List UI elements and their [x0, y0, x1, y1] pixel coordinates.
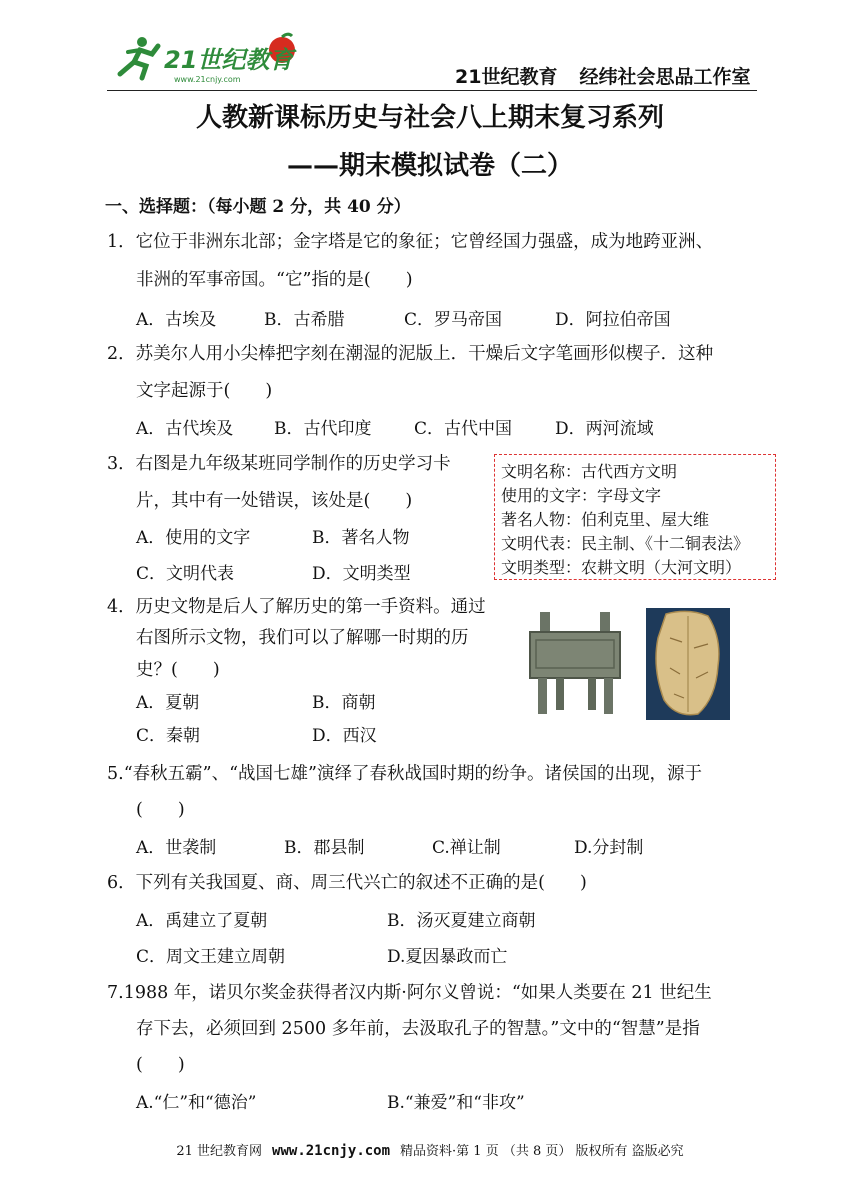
- question-3-line-1: 3．右图是九年级某班同学制作的历史学习卡: [107, 454, 451, 474]
- question-6-line-1: 6．下列有关我国夏、商、周三代兴亡的叙述不正确的是( ): [107, 873, 587, 893]
- question-4-option-a: A．夏朝: [136, 693, 200, 713]
- footer-site: 21 世纪教育网: [176, 1144, 263, 1159]
- card-line-figures: 著名人物：伯利克里、屋大维: [501, 510, 710, 529]
- question-7-line-3: ( ): [136, 1055, 185, 1075]
- question-4-option-c: C．秦朝: [136, 726, 201, 746]
- footer-info: 精品资料·第 1 页 （共 8 页） 版权所有 盗版必究: [400, 1144, 684, 1159]
- page-footer: [0, 1140, 860, 1159]
- section-heading: 一、选择题：（每小题 2 分，共 40 分）: [105, 197, 411, 217]
- card-line-name: 文明名称：古代西方文明: [501, 462, 678, 481]
- question-7-option-b: B.“兼爱”和“非攻”: [387, 1093, 525, 1113]
- question-7-line-2: 存下去，必须回到 2500 多年前，去汲取孔子的智慧。”文中的“智慧”是指: [136, 1019, 700, 1039]
- question-3-option-a: A．使用的文字: [136, 528, 251, 548]
- card-line-type: 文明类型：农耕文明（大河文明）: [501, 558, 742, 577]
- bronze-ding-image: [526, 608, 624, 718]
- question-3-option-c: C．文明代表: [136, 564, 235, 584]
- question-1-option-b: B．古希腊: [264, 310, 345, 330]
- question-7-line-1: 7.1988 年，诺贝尔奖金获得者汉内斯·阿尔义曾说：“如果人类要在 21 世纪生: [107, 983, 712, 1003]
- study-card: [494, 454, 776, 580]
- question-1-line-1: 1．它位于非洲东北部；金字塔是它的象征；它曾经国力强盛，成为地跨亚洲、: [107, 232, 714, 252]
- header-divider: [107, 90, 757, 91]
- question-1-option-d: D．阿拉伯帝国: [555, 310, 671, 330]
- question-3-line-2: 片，其中有一处错误，该处是( ): [136, 491, 413, 511]
- org-name: 21世纪教育: [455, 66, 558, 88]
- logo-text: 21世纪教育: [164, 46, 294, 74]
- question-7-option-a: A.“仁”和“德治”: [136, 1093, 257, 1113]
- question-2-option-d: D．两河流域: [555, 419, 654, 439]
- logo: [112, 32, 312, 88]
- question-4-option-d: D．西汉: [312, 726, 377, 746]
- question-5-option-d: D.分封制: [574, 838, 644, 858]
- oracle-bone-image: [646, 608, 730, 720]
- question-4-line-1: 4．历史文物是后人了解历史的第一手资料。通过: [107, 597, 486, 617]
- question-5-option-a: A．世袭制: [136, 838, 217, 858]
- question-5-line-1: 5.“春秋五霸”、“战国七雄”演绎了春秋战国时期的纷争。诸侯国的出现，源于: [107, 764, 702, 784]
- question-4-line-3: 史？( ): [136, 660, 220, 680]
- question-6-option-d: D.夏因暴政而亡: [387, 947, 508, 967]
- question-5-option-b: B．郡县制: [284, 838, 365, 858]
- page-subtitle: ——期末模拟试卷（二）: [286, 151, 573, 181]
- logo-url: www.21cnjy.com: [174, 75, 241, 84]
- question-3-option-b: B．著名人物: [312, 528, 410, 548]
- question-2-option-c: C．古代中国: [414, 419, 513, 439]
- studio-name: 经纬社会思品工作室: [579, 66, 751, 88]
- question-5-line-2: ( ): [136, 800, 185, 820]
- question-5-option-c: C.禅让制: [432, 838, 501, 858]
- runner-icon: [120, 37, 158, 78]
- header-org: [455, 62, 750, 89]
- card-line-script: 使用的文字：字母文字: [501, 486, 662, 505]
- question-2-option-a: A．古代埃及: [136, 419, 234, 439]
- question-6-option-b: B．汤灭夏建立商朝: [387, 911, 536, 931]
- question-4-option-b: B．商朝: [312, 693, 376, 713]
- logo-graphic: [112, 32, 312, 88]
- question-2-line-2: 文字起源于( ): [136, 381, 273, 401]
- question-1-option-c: C．罗马帝国: [404, 310, 503, 330]
- question-4-line-2: 右图所示文物，我们可以了解哪一时期的历: [136, 628, 469, 648]
- question-6-option-a: A．禹建立了夏朝: [136, 911, 268, 931]
- card-line-representative: 文明代表：民主制、《十二铜表法》: [501, 534, 750, 553]
- question-6-option-c: C．周文王建立周朝: [136, 947, 286, 967]
- question-2-line-1: 2．苏美尔人用小尖棒把字刻在潮湿的泥版上．干燥后文字笔画形似楔子．这种: [107, 344, 714, 364]
- question-2-option-b: B．古代印度: [274, 419, 372, 439]
- question-1-line-2: 非洲的军事帝国。“它”指的是( ): [136, 270, 413, 290]
- page-title: 人教新课标历史与社会八上期末复习系列: [195, 103, 664, 133]
- question-1-option-a: A．古埃及: [136, 310, 217, 330]
- footer-url[interactable]: www.21cnjy.com: [272, 1143, 391, 1159]
- question-3-option-d: D．文明类型: [312, 564, 411, 584]
